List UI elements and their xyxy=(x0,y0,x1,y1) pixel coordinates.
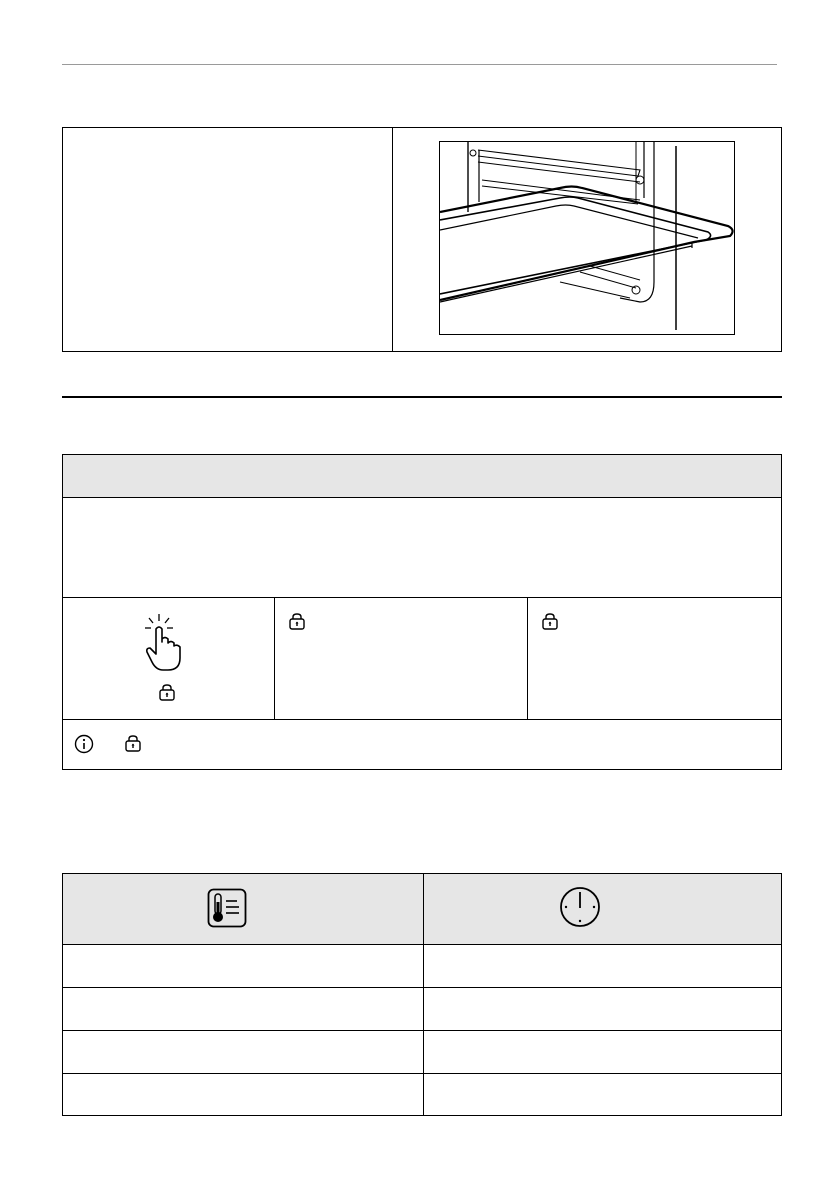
child-lock-header xyxy=(63,455,781,498)
table-cell xyxy=(424,1074,781,1116)
child-lock-steps-row xyxy=(63,598,781,720)
table-row xyxy=(63,988,781,1031)
clock-icon xyxy=(559,886,601,928)
lock-icon xyxy=(159,684,175,701)
illustration-text-cell xyxy=(63,128,393,351)
table-cell xyxy=(424,945,781,987)
table-row xyxy=(63,945,781,988)
child-lock-note xyxy=(63,720,781,769)
table-cell xyxy=(424,1031,781,1073)
table-row xyxy=(63,1074,781,1116)
page-top-rule xyxy=(62,64,777,65)
table-cell xyxy=(63,945,424,987)
table-cell xyxy=(63,988,424,1030)
temperature-icon xyxy=(207,888,247,928)
step-cell-touch xyxy=(63,598,275,719)
info-icon xyxy=(74,734,94,754)
step-cell-2 xyxy=(275,598,528,719)
table-header xyxy=(63,874,781,945)
lock-icon xyxy=(542,613,558,630)
lock-icon xyxy=(125,735,141,752)
header-cell-temperature xyxy=(63,874,424,944)
table-row xyxy=(63,1031,781,1074)
table-cell xyxy=(63,1031,424,1073)
lock-icon xyxy=(289,613,305,630)
cooking-table xyxy=(62,873,782,1116)
table-cell xyxy=(63,1074,424,1116)
child-lock-table xyxy=(62,454,782,770)
shelf-illustration-block xyxy=(62,127,782,352)
step-cell-3 xyxy=(528,598,781,719)
hand-touch-icon xyxy=(135,612,191,672)
child-lock-description xyxy=(63,498,781,598)
table-cell xyxy=(424,988,781,1030)
header-cell-time xyxy=(424,874,781,944)
section-rule xyxy=(62,396,782,398)
oven-baking-tray-illustration xyxy=(439,141,735,335)
